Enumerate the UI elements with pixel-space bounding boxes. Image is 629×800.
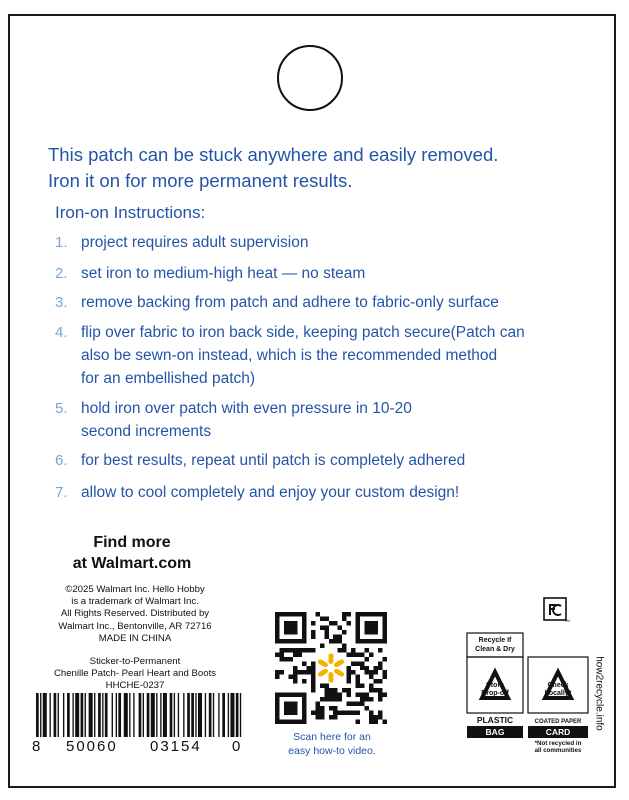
intro-line-2: Iron it on for more permanent results.	[48, 170, 353, 191]
product-name-line: Chenille Patch- Pearl Heart and Boots	[53, 668, 217, 680]
qr-caption-line-2: easy how-to video.	[288, 745, 376, 757]
step-number: 1.	[55, 234, 68, 251]
legal-line: MADE IN CHINA	[98, 632, 172, 644]
how2recycle-label	[466, 632, 590, 754]
barcode-digits-right: 03154	[150, 738, 202, 755]
right-part: CARD	[545, 727, 571, 737]
legal-line: ©2025 Walmart Inc. Hello Hobby	[65, 584, 205, 595]
check-locally-line-1: Check	[547, 682, 569, 689]
how2recycle-site-text[interactable]: how2recycle.info	[593, 656, 605, 731]
step-text: allow to cool completely and enjoy your custom design!	[81, 484, 460, 501]
product-sku: HHCHE-0237	[105, 680, 165, 692]
svg-text:TM: TM	[564, 618, 570, 623]
product-name-line: Sticker-to-Permanent	[89, 656, 181, 667]
step-text-line-1: hold iron over patch with even pressure in 10-20	[81, 400, 412, 417]
step-number: 3.	[55, 294, 68, 311]
intro-line-1: This patch can be stuck anywhere and easily removed.	[48, 144, 499, 165]
store-drop-off-line-2: Drop-off	[481, 690, 509, 697]
step-number: 4.	[55, 324, 68, 341]
product-info	[30, 656, 240, 693]
legal-line: Walmart Inc., Bentonville, AR 72716	[58, 620, 212, 632]
step-number: 7.	[55, 484, 68, 501]
barcode	[36, 693, 240, 737]
legal-line: All Rights Reserved. Distributed by	[60, 608, 210, 620]
step-number: 6.	[55, 452, 68, 469]
store-drop-off-line-1: Store	[486, 682, 504, 689]
legal-text	[30, 584, 240, 645]
walmart-spark-icon	[317, 653, 345, 683]
recycle-header-line-1: Recycle If	[478, 637, 512, 644]
step-text-line-3: for an embellished patch)	[81, 370, 256, 387]
step-text: for best results, repeat until patch is completely adhered	[81, 452, 466, 469]
find-more-text	[62, 532, 202, 574]
find-more-line-2: at Walmart.com	[72, 555, 192, 572]
legal-line: is a trademark of Walmart Inc.	[71, 596, 199, 608]
left-part: BAG	[485, 727, 505, 737]
qr-code[interactable]	[275, 612, 387, 724]
barcode-digits	[32, 738, 244, 756]
how2recycle-site[interactable]	[588, 640, 605, 750]
barcode-digit-lead: 8	[32, 738, 41, 755]
find-more-line-1: Find more	[93, 534, 171, 551]
fsc-style-logo-icon	[543, 597, 569, 623]
check-locally-line-2: Locally*	[544, 690, 572, 697]
step-text-line-2: second increments	[81, 423, 212, 440]
step-text: set iron to medium-high heat — no steam	[81, 265, 366, 282]
step-number: 2.	[55, 265, 68, 282]
hang-hole	[277, 45, 343, 111]
recycle-footnote-line-2: all communities	[534, 747, 582, 754]
step-text: project requires adult supervision	[81, 234, 309, 251]
step-text-line-1: flip over fabric to iron back side, keeping patch secure(Patch can	[81, 324, 525, 341]
instructions-title: Iron-on Instructions:	[55, 203, 206, 222]
recycle-header-line-2: Clean & Dry	[475, 646, 515, 653]
qr-caption	[262, 730, 402, 758]
qr-caption-line-1: Scan here for an	[293, 731, 371, 743]
barcode-digit-check: 0	[232, 738, 241, 755]
right-material: COATED PAPER	[534, 719, 582, 725]
step-text-line-2: also be sewn-on instead, which is the recommended method	[81, 347, 498, 364]
step-text: remove backing from patch and adhere to fabric-only surface	[81, 294, 499, 311]
step-number: 5.	[55, 400, 68, 417]
intro-text	[48, 142, 608, 194]
recycle-footnote-line-1: *Not recycled in	[534, 740, 582, 747]
barcode-digits-left: 50060	[66, 738, 118, 755]
left-material: PLASTIC	[476, 715, 514, 725]
